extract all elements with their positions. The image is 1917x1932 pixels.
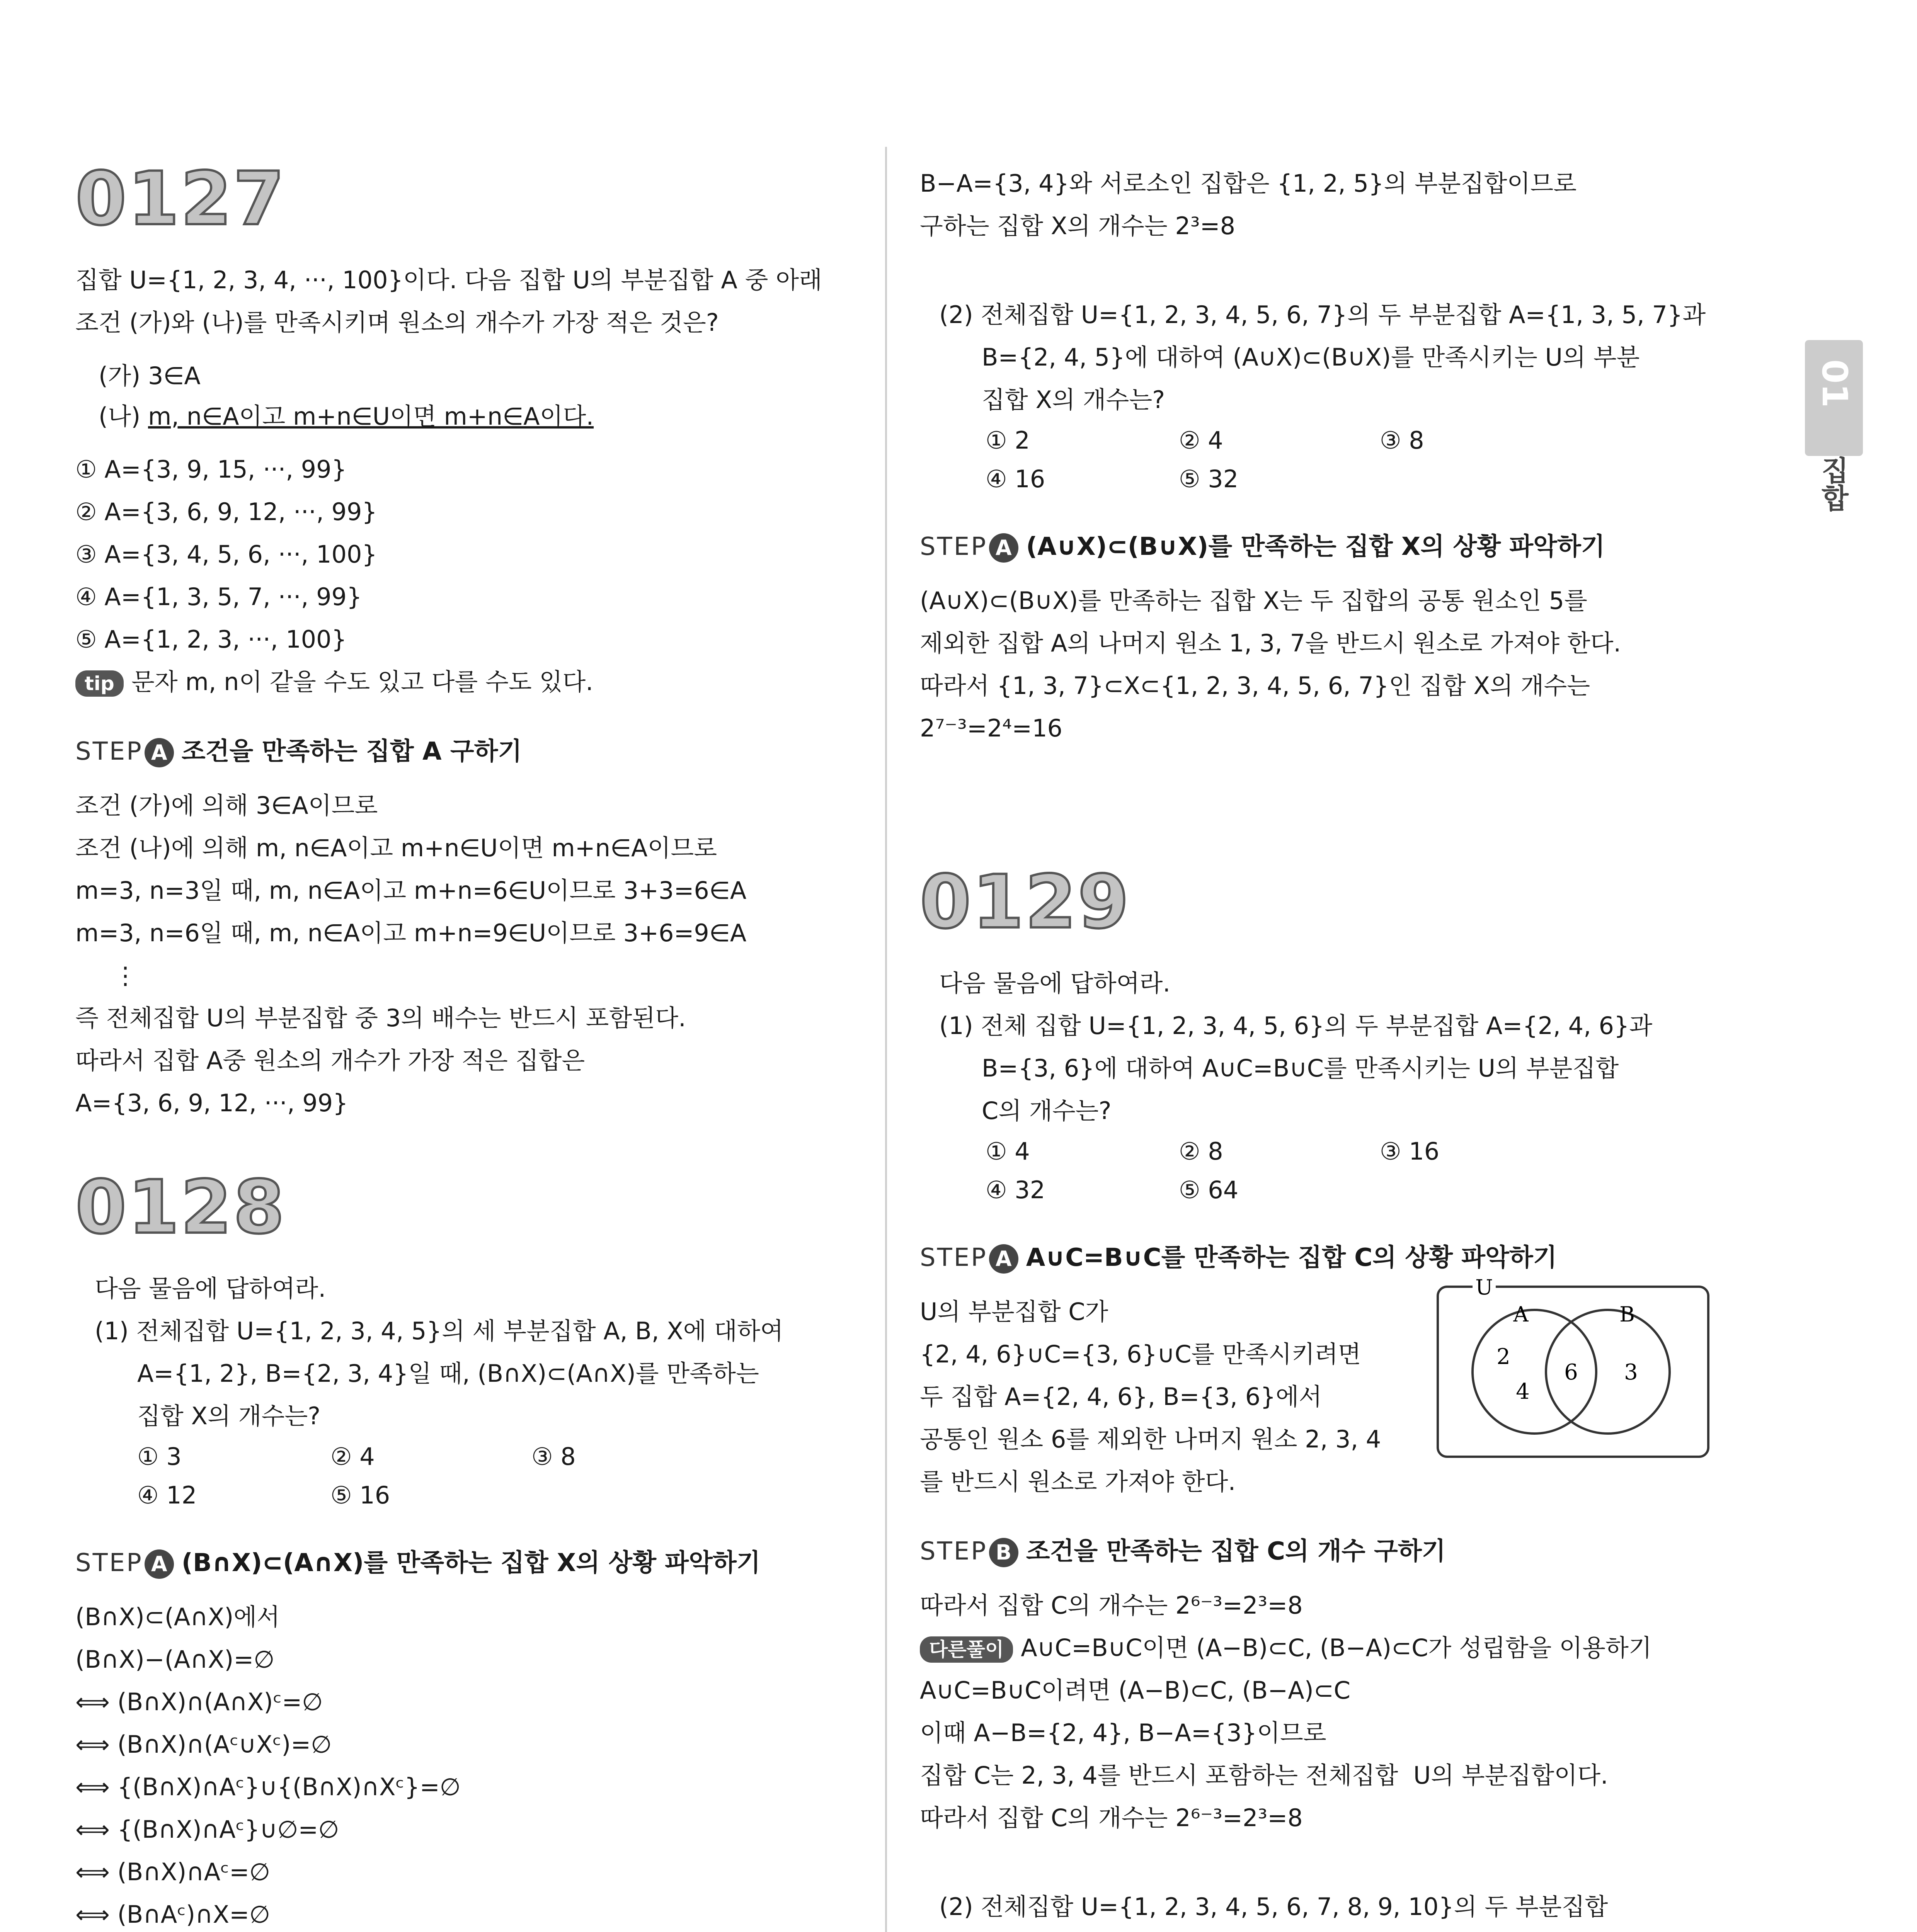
step-circle: A xyxy=(989,1244,1018,1274)
solution-line: 를 반드시 원소로 가져야 한다. xyxy=(920,1468,1236,1496)
choice: ② A={3, 6, 9, 12, ···, 99} xyxy=(75,498,377,526)
choice: ③ 8 xyxy=(1380,426,1424,454)
condition-na xyxy=(99,396,875,437)
alt-badge: 다른풀이 xyxy=(920,1636,1013,1663)
alt-title: A∪C=B∪C이면 (A−B)⊂C, (B−A)⊂C가 성립함을 이용하기 xyxy=(1021,1634,1652,1662)
chapter-tab xyxy=(1805,340,1863,456)
spacer xyxy=(920,750,1720,866)
solution-line: ⟺ (B∩X)∩(A∩X)ᶜ=∅ xyxy=(75,1688,323,1716)
intro: 다음 물음에 답하여라. xyxy=(95,1274,326,1303)
choice: ④ 16 xyxy=(986,465,1045,493)
question-line: A={1, 2}, B={2, 3, 4}일 때, (B∩X)⊂(A∩X)를 만족하는 xyxy=(137,1359,759,1388)
tip-badge: tip xyxy=(75,670,124,697)
step-header xyxy=(920,526,1720,568)
solution-line: (B∩X)⊂(A∩X)에서 xyxy=(75,1603,280,1631)
right-column xyxy=(920,162,1720,1932)
solution-line: B−A={3, 4}와 서로소인 집합은 {1, 2, 5}의 부분집합이므로 xyxy=(920,169,1577,197)
step-circle: B xyxy=(989,1538,1018,1567)
solution-line: A={3, 6, 9, 12, ···, 99} xyxy=(75,1089,348,1117)
choices xyxy=(986,421,1720,498)
solution-line: ⟺ (B∩Aᶜ)∩X=∅ xyxy=(75,1900,271,1929)
step-title: (B∩X)⊂(A∩X)를 만족하는 집합 X의 상황 파악하기 xyxy=(181,1549,761,1577)
choice: ⑤ 32 xyxy=(1179,465,1239,493)
solution-line: ⋮ xyxy=(75,961,138,990)
step-circle: A xyxy=(145,1549,174,1579)
step-circle: A xyxy=(989,533,1018,563)
step-title: (A∪X)⊂(B∪X)를 만족하는 집합 X의 상황 파악하기 xyxy=(1026,532,1605,561)
choice: ② 4 xyxy=(330,1442,375,1471)
chapter-label: 집합 xyxy=(1817,456,1849,512)
solution-line: {2, 4, 6}∪C={3, 6}∪C를 만족시키려면 xyxy=(920,1340,1361,1368)
step-title: 조건을 만족하는 집합 C의 개수 구하기 xyxy=(1026,1537,1446,1566)
venn-element: 3 xyxy=(1624,1360,1638,1385)
condition-na-prefix: (나) xyxy=(99,402,148,430)
spacer xyxy=(920,247,1720,294)
choice: ① 2 xyxy=(986,426,1030,454)
tip-line xyxy=(75,661,875,703)
solution-line: (A∪X)⊂(B∪X)를 만족하는 집합 X는 두 집합의 공통 원소인 5를 xyxy=(920,587,1587,615)
problem-number: 0128 xyxy=(75,1165,286,1250)
choice: ② 4 xyxy=(1179,426,1223,454)
step-header xyxy=(75,1542,875,1584)
question-line: (1) 전체 집합 U={1, 2, 3, 4, 5, 6}의 두 부분집합 A={2, 4, 6}과 xyxy=(939,1012,1653,1040)
solution-line: 따라서 {1, 3, 7}⊂X⊂{1, 2, 3, 4, 5, 6, 7}인 집합 X의 개수는 xyxy=(920,672,1590,700)
solution-line: ⟺ {(B∩X)∩Aᶜ}∪∅=∅ xyxy=(75,1815,339,1844)
question-line xyxy=(920,1928,1720,1932)
solution-line: 2⁷⁻³=2⁴=16 xyxy=(920,714,1062,742)
solution-line: ⟺ (B∩X)∩(Aᶜ∪Xᶜ)=∅ xyxy=(75,1730,332,1759)
step-label: STEP xyxy=(75,737,143,766)
conditions-box xyxy=(99,355,875,437)
question-line: (1) 전체집합 U={1, 2, 3, 4, 5}의 세 부분집합 A, B, X에 대하여 xyxy=(95,1317,783,1345)
solution-line: 따라서 집합 A중 원소의 개수가 가장 적은 집합은 xyxy=(75,1046,585,1075)
problem-number: 0129 xyxy=(920,859,1130,945)
question-line: B={2, 4, 5}에 대하여 (A∪X)⊂(B∪X)를 만족시키는 U의 부분 xyxy=(982,343,1640,371)
column-divider xyxy=(885,147,887,1932)
step-label: STEP xyxy=(75,1549,143,1577)
left-column xyxy=(75,156,875,1932)
step-title: A∪C=B∪C를 만족하는 집합 C의 상황 파악하기 xyxy=(1026,1243,1557,1272)
choice: ③ A={3, 4, 5, 6, ···, 100} xyxy=(75,540,377,568)
solution-line: U의 부분집합 C가 xyxy=(920,1298,1108,1326)
solution-line: 조건 (나)에 의해 m, n∈A이고 m+n∈U이면 m+n∈A이므로 xyxy=(75,834,717,862)
solution-line: 구하는 집합 X의 개수는 2³=8 xyxy=(920,212,1236,240)
chapter-number: 01 xyxy=(1814,359,1855,408)
solution-line: m=3, n=6일 때, m, n∈A이고 m+n=9∈U이므로 3+6=9∈A xyxy=(75,919,747,947)
choice: ③ 8 xyxy=(531,1442,576,1471)
question-line: (2) 전체집합 U={1, 2, 3, 4, 5, 6, 7, 8, 9, 10}의 두 부분집합 xyxy=(939,1893,1608,1921)
spacer xyxy=(75,1124,875,1171)
step-label: STEP xyxy=(920,1243,987,1272)
venn-element: 4 xyxy=(1516,1379,1530,1404)
solution-line: 두 집합 A={2, 4, 6}, B={3, 6}에서 xyxy=(920,1383,1322,1411)
solution-line: A∪C=B∪C이려면 (A−B)⊂C, (B−A)⊂C xyxy=(920,1676,1351,1704)
question-line: C의 개수는? xyxy=(982,1097,1112,1125)
solution-line: 제외한 집합 A의 나머지 원소 1, 3, 7을 반드시 원소로 가져야 한다. xyxy=(920,629,1621,657)
condition-na-text: m, n∈A이고 m+n∈U이면 m+n∈A이다. xyxy=(148,402,594,430)
venn-label-b: B xyxy=(1619,1302,1635,1327)
problem-number: 0127 xyxy=(75,156,286,242)
choice: ⑤ 16 xyxy=(330,1481,390,1509)
choices xyxy=(986,1132,1720,1209)
choice: ① 4 xyxy=(986,1137,1030,1165)
choice: ④ A={1, 3, 5, 7, ···, 99} xyxy=(75,583,362,611)
solution-line: (B∩X)−(A∩X)=∅ xyxy=(75,1645,275,1673)
tip-text: 문자 m, n이 같을 수도 있고 다를 수도 있다. xyxy=(131,668,593,696)
solution-line: ⟺ (B∩X)∩Aᶜ=∅ xyxy=(75,1858,271,1886)
step-header xyxy=(920,1530,1720,1573)
step-circle: A xyxy=(145,738,174,767)
question-line: 조건 (가)와 (나)를 만족시키며 원소의 개수가 가장 적은 것은? xyxy=(75,308,719,337)
intro: 다음 물음에 답하여라. xyxy=(939,969,1171,997)
venn-diagram-u xyxy=(1434,1275,1712,1468)
question-line: 집합 X의 개수는? xyxy=(982,386,1165,414)
solution-line: 공통인 원소 6를 제외한 나머지 원소 2, 3, 4 xyxy=(920,1425,1381,1453)
solution-line: 조건 (가)에 의해 3∈A이므로 xyxy=(75,791,378,820)
solution-line: ⟺ {(B∩X)∩Aᶜ}∪{(B∩X)∩Xᶜ}=∅ xyxy=(75,1773,461,1801)
solution-line: 집합 C는 2, 3, 4를 반드시 포함하는 전체집합 U의 부분집합이다. xyxy=(920,1761,1608,1789)
venn-element: 6 xyxy=(1564,1360,1578,1385)
question-line: B={3, 6}에 대하여 A∪C=B∪C를 만족시키는 U의 부분집합 xyxy=(982,1054,1619,1082)
choice: ⑤ A={1, 2, 3, ···, 100} xyxy=(75,625,347,653)
venn-element: 2 xyxy=(1496,1344,1510,1369)
step-header xyxy=(75,730,875,773)
step-header xyxy=(920,1236,1720,1279)
alt-solution-header xyxy=(920,1627,1720,1669)
choice: ① A={3, 9, 15, ···, 99} xyxy=(75,455,347,483)
solution-line: 따라서 집합 C의 개수는 2⁶⁻³=2³=8 xyxy=(920,1591,1303,1619)
step-label: STEP xyxy=(920,532,987,561)
venn-label-a: A xyxy=(1513,1302,1529,1327)
question-line: 집합 U={1, 2, 3, 4, ···, 100}이다. 다음 집합 U의 부분집합 A 중 아래 xyxy=(75,266,822,294)
choice: ⑤ 64 xyxy=(1179,1176,1239,1204)
venn-label-u: U xyxy=(1475,1275,1493,1299)
step-title: 조건을 만족하는 집합 A 구하기 xyxy=(181,737,522,766)
solution-line: 즉 전체집합 U의 부분집합 중 3의 배수는 반드시 포함된다. xyxy=(75,1004,686,1032)
step-label: STEP xyxy=(920,1537,987,1566)
condition-ga: (가) 3∈A xyxy=(99,362,201,390)
solution-line: 따라서 집합 C의 개수는 2⁶⁻³=2³=8 xyxy=(920,1804,1303,1832)
choice: ③ 16 xyxy=(1380,1137,1440,1165)
choice: ② 8 xyxy=(1179,1137,1223,1165)
question-line: (2) 전체집합 U={1, 2, 3, 4, 5, 6, 7}의 두 부분집합 A={1, 3, 5, 7}과 xyxy=(939,301,1706,329)
spacer xyxy=(920,1839,1720,1886)
solution-line: 이때 A−B={2, 4}, B−A={3}이므로 xyxy=(920,1719,1326,1747)
step-with-venn xyxy=(920,1275,1720,1503)
choice: ④ 32 xyxy=(986,1176,1045,1204)
choices xyxy=(137,1437,875,1515)
solution-line: m=3, n=3일 때, m, n∈A이고 m+n=6∈U이므로 3+3=6∈A xyxy=(75,876,747,905)
choice: ① 3 xyxy=(137,1442,182,1471)
question-line: 집합 X의 개수는? xyxy=(137,1402,321,1430)
choice: ④ 12 xyxy=(137,1481,197,1509)
